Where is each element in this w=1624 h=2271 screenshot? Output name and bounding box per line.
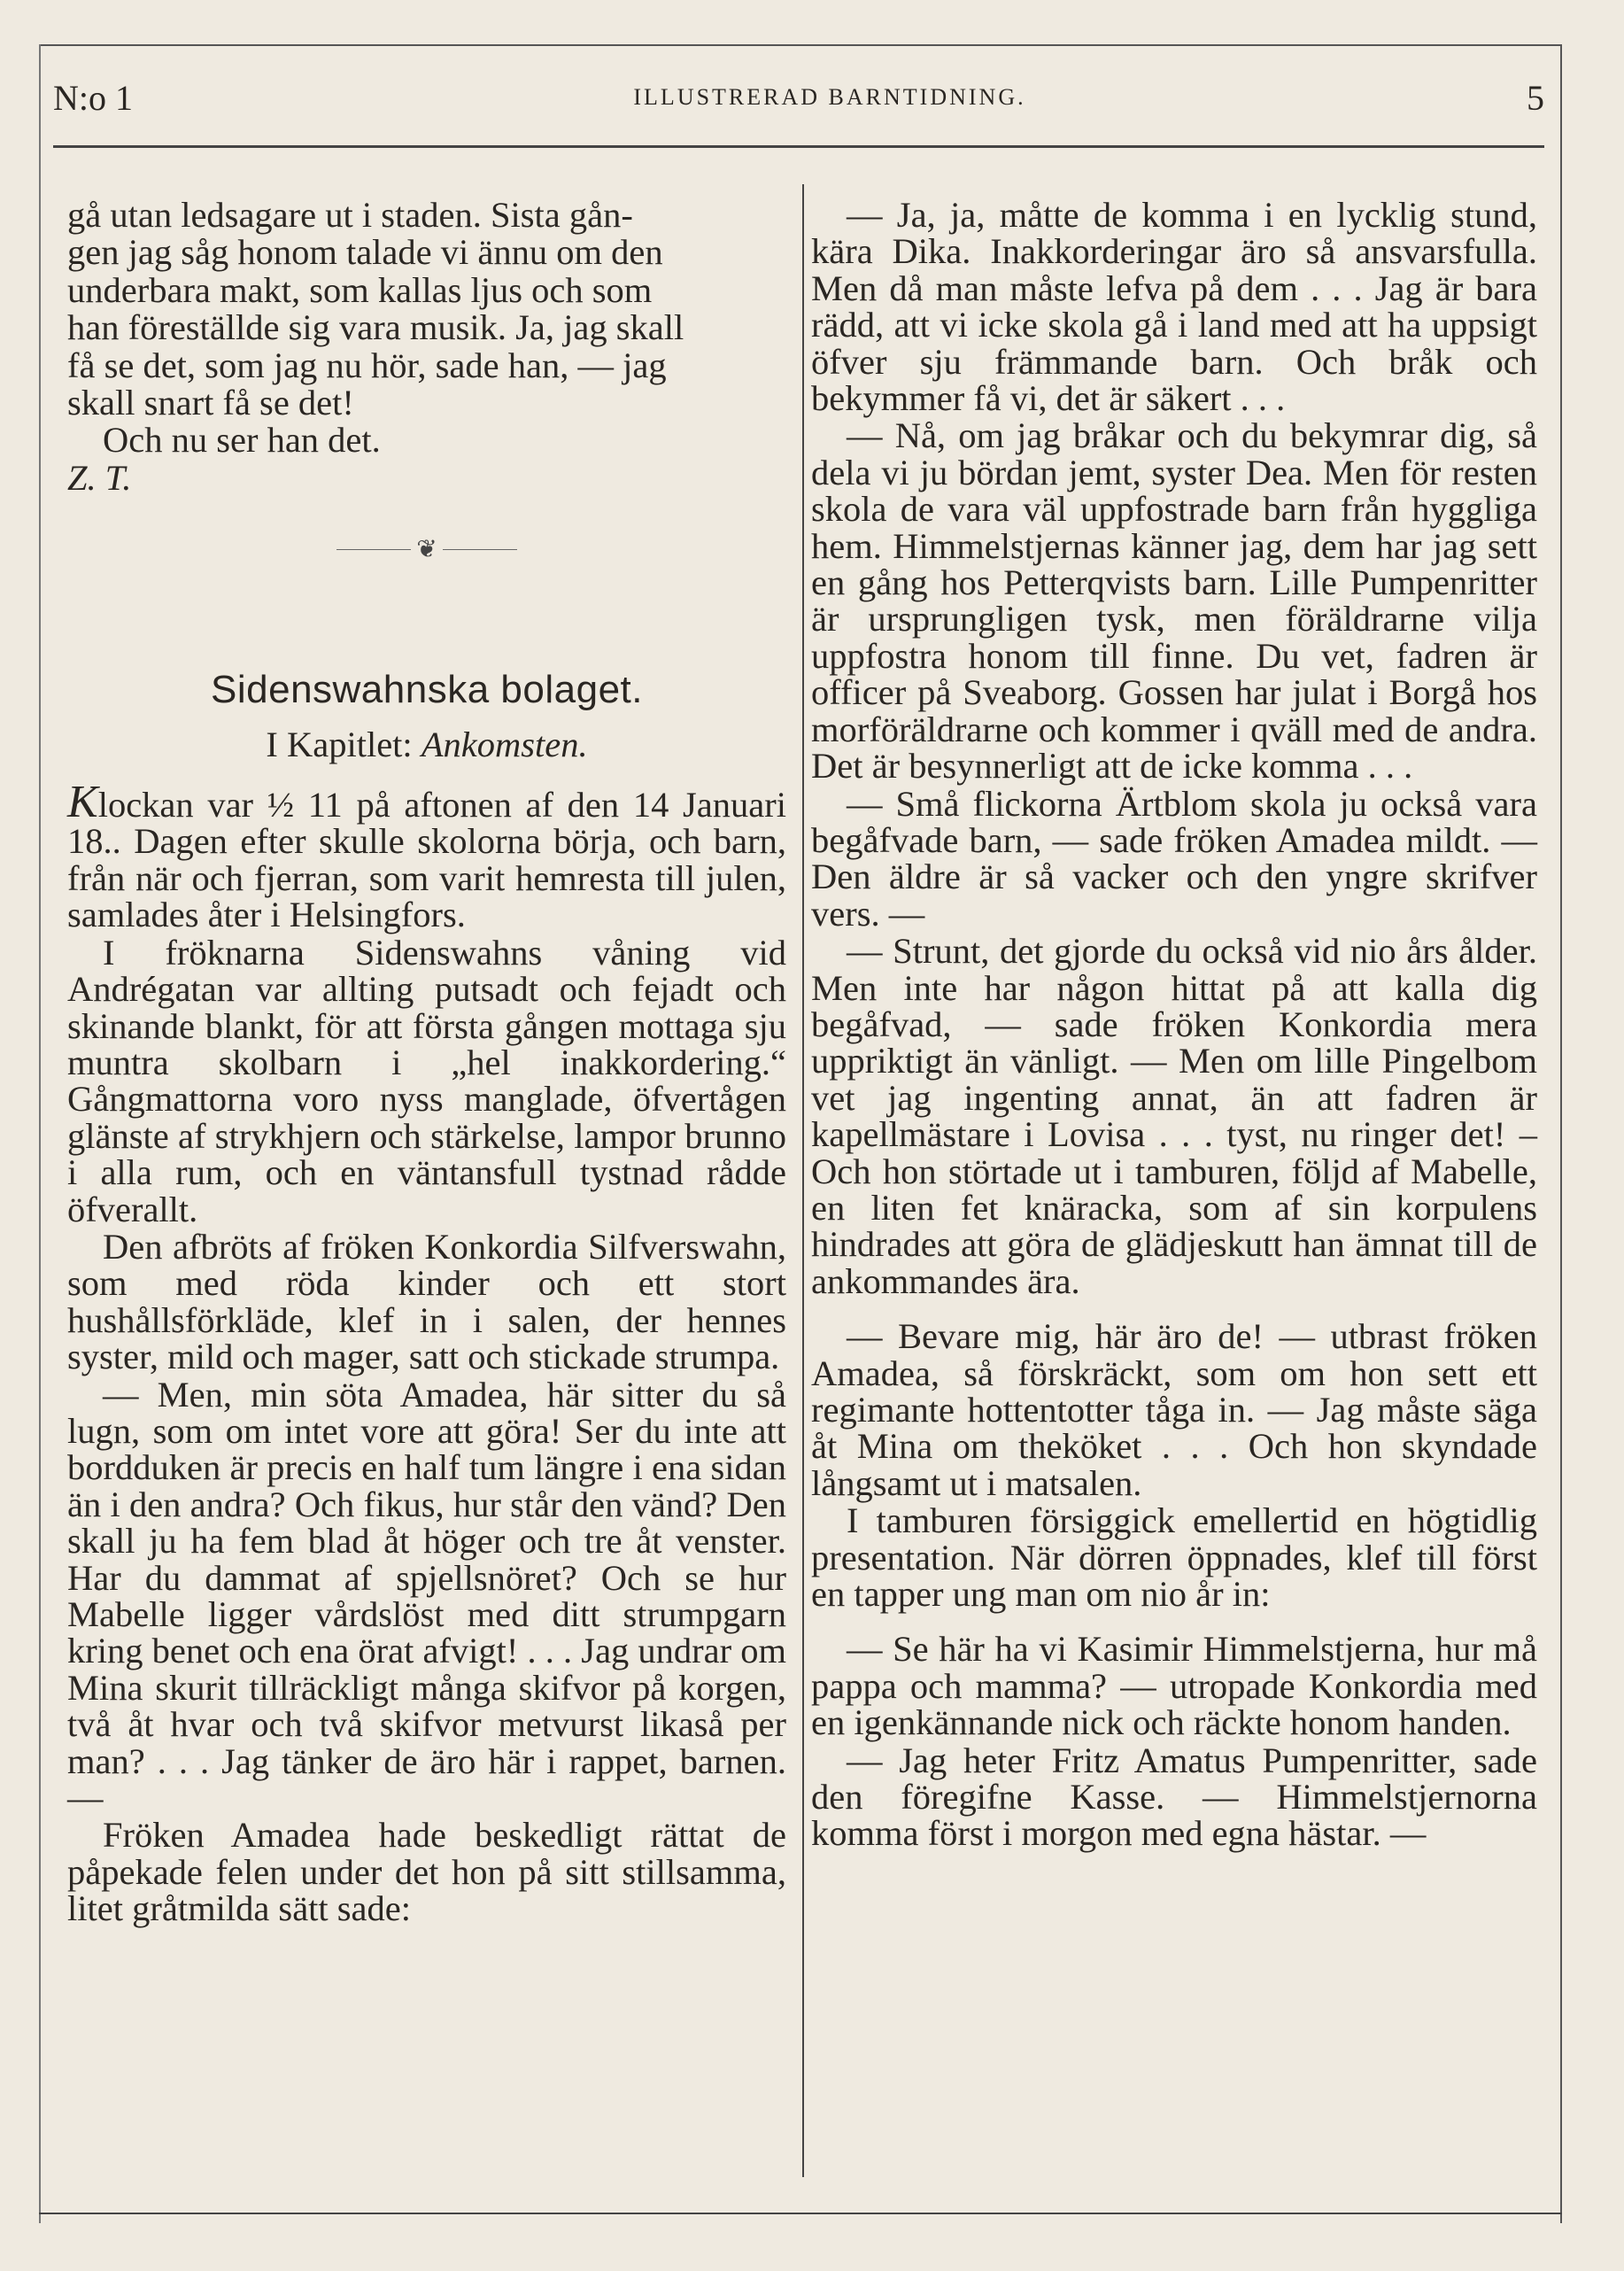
- header-rule: [53, 145, 1544, 148]
- fleuron-icon: ❦: [416, 535, 437, 563]
- story-ending: [67, 197, 786, 496]
- author-signature: Z. T.: [67, 457, 132, 498]
- paragraph-gap: [811, 1613, 1537, 1631]
- text-line: gen jag såg honom talade vi ännu om den: [67, 232, 663, 273]
- text-line: få se det, som jag nu hör, sade han, — jag: [67, 345, 667, 385]
- paragraph: Den afbröts af fröken Konkordia Silfverswahn, som med röda kinder och ett stort hushållsförkläde, klef in i salen, der hennes syster, mild och mager, satt och stickade strumpa.: [67, 1226, 786, 1377]
- ornament-rule-right: [443, 549, 517, 550]
- page-border-right: [1560, 44, 1562, 2223]
- paragraph: [67, 777, 786, 935]
- column-divider: [802, 184, 804, 2177]
- text-line: underbara makt, som kallas ljus och som: [67, 269, 653, 310]
- publication-title: ILLUSTRERAD BARNTIDNING.: [633, 84, 1026, 110]
- right-column: [811, 197, 1537, 1853]
- drop-cap: K: [67, 777, 98, 828]
- paragraph: I tamburen försiggick emellertid en högtidlig presentation. När dörren öppnades, klef till först en tapper ung man om nio år in:: [811, 1500, 1537, 1615]
- paragraph: — Jag heter Fritz Amatus Pumpenritter, sade den föregifne Kasse. — Himmelstjernorna komma först i morgon med egna hästar. —: [811, 1740, 1537, 1854]
- closing-line: Och nu ser han det.: [103, 420, 381, 461]
- text-line: skall snart få se det!: [67, 383, 354, 423]
- text-line: han föreställde sig vara musik. Ja, jag skall: [67, 307, 684, 348]
- paragraph: — Strunt, det gjorde du också vid nio års ålder. Men inte har någon hittat på att kalla dig begåfvad, — sade fröken Konkordia mera uppriktigt än vänligt. — Men om lille Pingelbom vet jag ingenting annat, än att fadren är kapellmästare i Lovisa . . . tyst, nu ringer det! – Och hon störtade ut i tamburen, följd af Mabelle, en liten fet knäracka, som af sin korpulens hindrades att göra de glädjeskutt han ämnat till de ankommandes ära.: [811, 931, 1537, 1301]
- running-header: [53, 71, 1544, 124]
- ornament-rule-left: [336, 549, 411, 550]
- page-border-bottom: [39, 2213, 1562, 2214]
- chapter-name: Ankomsten.: [421, 724, 588, 764]
- paragraph: — Se här ha vi Kasimir Himmelstjerna, hur må pappa och mamma? — utropade Konkordia med en igenkännande nick och räckte honom handen.: [811, 1629, 1537, 1743]
- issue-number: N:o 1: [53, 77, 133, 118]
- paragraph: — Nå, om jag bråkar och du bekymrar dig, så dela vi ju bördan jemt, syster Dea. Men för resten skola de vara väl uppfostrade barn från hyggliga hem. Himmelstjernas känner jag, dem har jag sett en gång hos Petterqvists barn. Lille Pumpenritter är ursprungligen tysk, men föräldrarne vilja uppfostra honom till finne. Du vet, fadren är officer på Sveaborg. Gossen har julat i Borgå hos morföräldrarne och kommer i qväll med de andra. Det är besynnerligt att de icke komma . . .: [811, 415, 1537, 787]
- left-column: [67, 197, 786, 1928]
- paragraph-gap: [811, 1300, 1537, 1318]
- page-number: 5: [1526, 77, 1544, 118]
- paragraph: — Bevare mig, här äro de! — utbrast fröken Amadea, så förskräckt, som om hon sett ett regimante hottentotter tåga in. — Jag måste säga åt Mina om theköket . . . Och hon skyndade långsamt ut i matsalen.: [811, 1316, 1537, 1503]
- page-border-top: [39, 44, 1562, 46]
- story-title: Sidenswahnska bolaget.: [211, 668, 643, 712]
- paragraph: — Ja, ja, måtte de komma i en lycklig stund, kära Dika. Inakkorderingar äro så ansvarsfulla. Men då man måste lefva på dem . . . Jag är bara rädd, att vi icke skola gå i land med att ha uppsigt öfver sju främmande barn. Och bråk och bekymmer få vi, det är säkert . . .: [811, 195, 1537, 419]
- paragraph: — Men, min söta Amadea, här sitter du så lugn, som om intet vore att göra! Ser du inte att bordduken är precis en half tum längre i ena sidan än i den andra? Och fikus, hur står den vänd? Den skall ju ha fem blad åt höger och tre åt venster. Har du dammat af spjellsnöret? Och se hur Mabelle ligger vårdslöst med ditt strumpgarn kring benet och ena örat afvigt! . . . Jag undrar om Mina skurit tillräckligt många skifvor på korgen, två åt hvar och två skifvor metvurst likaså per man? . . . Jag tänker de äro här i rappet, barnen. —: [67, 1374, 786, 1818]
- paragraph-text: lockan var ½ 11 på aftonen af den 14 Januari 18.. Dagen efter skulle skolorna börja, och barn, från när och fjerran, som varit hemresta till julen, samlades åter i Helsingfors.: [67, 785, 786, 935]
- chapter-label: I Kapitlet:: [266, 724, 413, 764]
- section-ornament: [67, 531, 786, 567]
- chapter-heading: [67, 726, 786, 763]
- page-border-left: [39, 44, 41, 2223]
- paragraph: — Små flickorna Ärtblom skola ju också vara begåfvade barn, — sade fröken Amadea mildt. — Den äldre är så vacker och den yngre skrifver vers. —: [811, 783, 1537, 934]
- text-line: gå utan ledsagare ut i staden. Sista gån-: [67, 195, 633, 235]
- paragraph: Fröken Amadea hade beskedligt rättat de påpekade felen under det hon på sitt stillsamma, litet gråtmilda sätt sade:: [67, 1815, 786, 1929]
- paragraph: I fröknarna Sidenswahns våning vid Andrégatan var allting putsadt och fejadt och skinande blankt, för att första gången mottaga sju muntra skolbarn i „hel inakkordering.“ Gångmattorna voro nyss manglade, öfvertågen glänste af strykhjern och stärkelse, lampor brunno i alla rum, och en väntansfull tystnad rådde öfverallt.: [67, 932, 786, 1229]
